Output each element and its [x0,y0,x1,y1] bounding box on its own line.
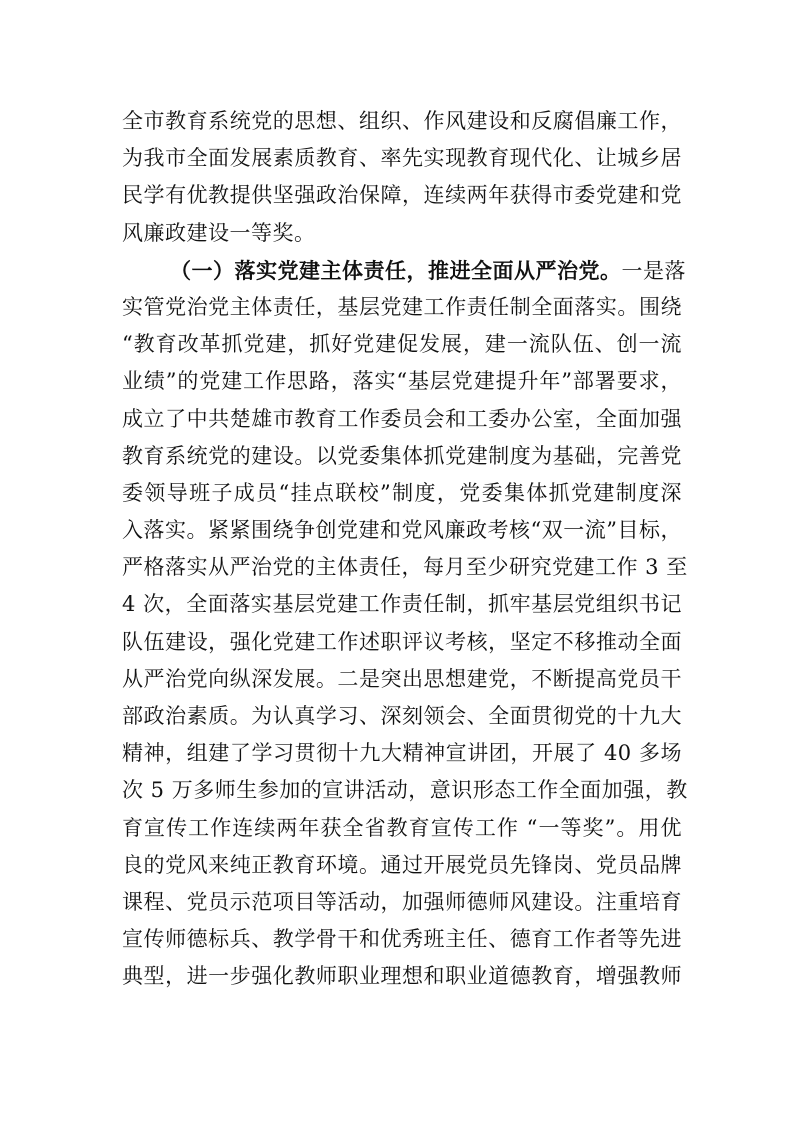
document-page [122,103,688,996]
text-line: 全市教育系统党的思想、组织、作风建设和反腐倡廉工作， [122,109,682,133]
text-line: 课程、党员示范项目等活动，加强师德师风建设。注重培育 [122,889,682,914]
text-line: 委领导班子成员“挂点联校”制度，党委集体抓党建制度深 [122,480,682,505]
text-line: 实管党治党主体责任，基层党建工作责任制全面落实。围绕 [122,294,682,319]
text-line: 良的党风来纯正教育环境。通过开展党员先锋岗、党员品牌 [122,852,682,877]
text-line: 成立了中共楚雄市教育工作委员会和工委办公室，全面加强 [122,406,682,431]
text-line: 教育系统党的建设。以党委集体抓党建制度为基础，完善党 [122,443,682,468]
text-line: 队伍建设，强化党建工作述职评议考核，坚定不移推动全面 [122,629,682,654]
section-heading: （一）落实党建主体责任，推进全面从严治党。 [170,257,622,283]
text-line: 业绩”的党建工作思路，落实“基层党建提升年”部署要求， [122,369,682,394]
text-line: 入落实。紧紧围绕争创党建和党风廉政考核“双一流”目标， [122,518,682,543]
text-line: 部政治素质。为认真学习、深刻领会、全面贯彻党的十九大 [122,704,682,728]
text-line: 风廉政建设一等奖。 [122,220,316,245]
text-line: 从严治党向纵深发展。二是突出思想建党，不断提高党员干 [122,666,682,691]
paragraph-2 [122,252,688,996]
text-line: 精神，组建了学习贯彻十九大精神宣讲团，开展了 40 多场 [122,741,682,766]
text-line: 严格落实从严治党的主体责任，每月至少研究党建工作 3 至 [122,555,688,580]
text-line: 次 5 万多师生参加的宣讲活动，意识形态工作全面加强，教 [122,778,688,803]
text-line: “教育改革抓党建，抓好党建促发展，建一流队伍、创一流 [122,332,682,357]
text-line: 典型，进一步强化教师职业理想和职业道德教育，增强教师 [122,964,682,989]
text-line [122,252,686,289]
text-line: 育宣传工作连续两年获全省教育宣传工作 “一等奖”。用优 [122,815,682,840]
text-line: 民学有优教提供坚强政治保障，连续两年获得市委党建和党 [122,183,682,208]
text-line: 为我市全面发展素质教育、率先实现教育现代化、让城乡居 [122,146,682,171]
text-line: 宣传师德标兵、教学骨干和优秀班主任、德育工作者等先进 [122,927,682,952]
text-span: 一是落 [621,258,686,283]
text-line: 4 次，全面落实基层党建工作责任制，抓牢基层党组织书记 [122,592,682,617]
paragraph-1 [122,103,682,252]
